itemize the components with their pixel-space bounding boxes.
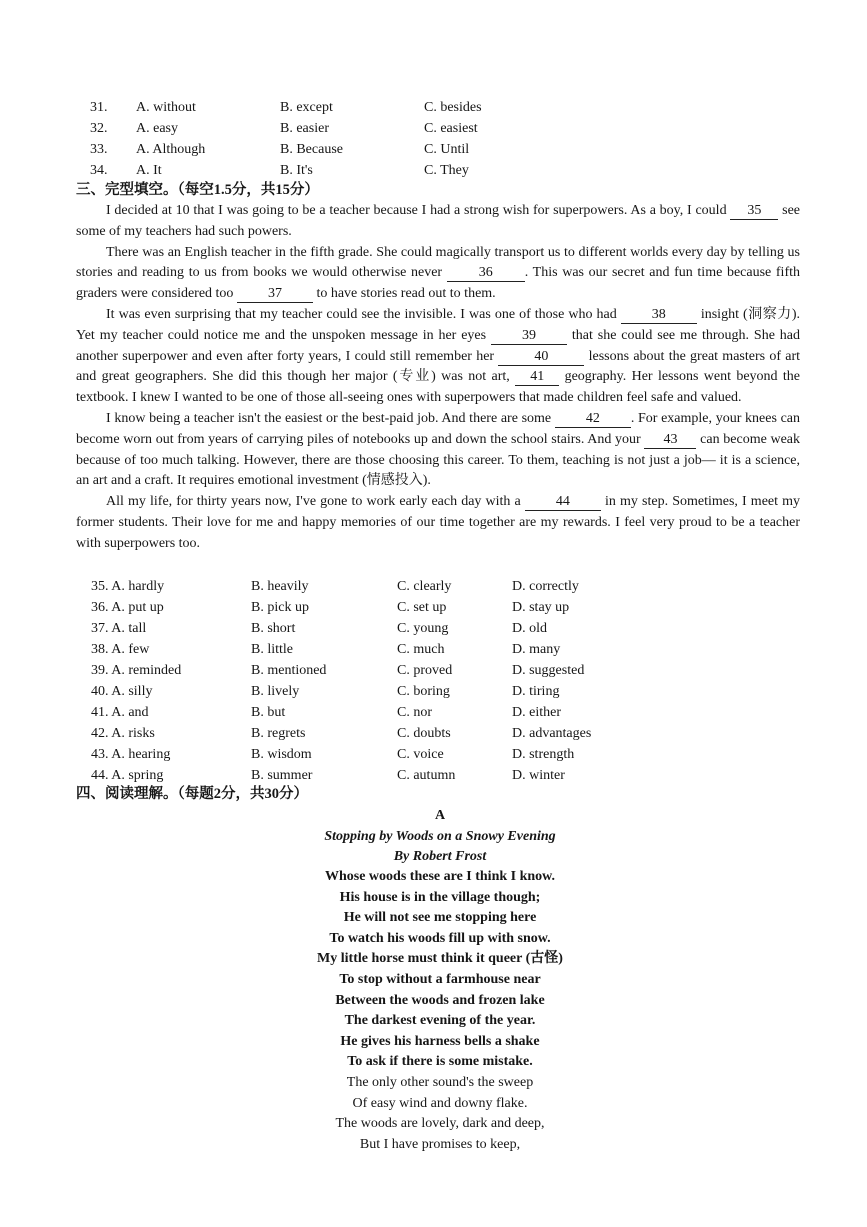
option-b: B. summer — [251, 768, 313, 783]
option-row-36 — [91, 597, 651, 618]
option-number: 32. — [90, 121, 108, 136]
option-a: 43. A. hearing — [91, 747, 171, 762]
poem-line: But I have promises to keep, — [359, 1136, 521, 1152]
poem-line: The darkest evening of the year. — [344, 1013, 536, 1029]
blank-44[interactable]: 44 — [525, 494, 601, 511]
poem-line: Of easy wind and downy flake. — [352, 1095, 528, 1111]
option-d: D. suggested — [512, 663, 585, 678]
option-row-37 — [91, 618, 651, 639]
option-c: C. boring — [397, 684, 450, 699]
poem-line: To stop without a farmhouse near — [339, 971, 541, 987]
option-b: B. mentioned — [251, 663, 327, 678]
poem-line: The only other sound's the sweep — [346, 1074, 534, 1090]
option-a: A. without — [136, 100, 196, 115]
blank-43[interactable]: 43 — [644, 432, 696, 449]
option-b: B. heavily — [251, 579, 309, 594]
option-c: C. nor — [397, 705, 432, 720]
option-a: 39. A. reminded — [91, 663, 182, 678]
option-d: D. advantages — [512, 726, 592, 741]
poem-line: Whose woods these are I think I know. — [324, 869, 555, 884]
option-row-32 — [90, 118, 590, 139]
paragraph-2: There was an English teacher in the fifth grade. She could magically transport us to different worlds every day by telling us stories and reading to us from books we would otherwise never 36 . This was our secret and fun time because fifth graders were considered too 37 to have stories read out to them. — [76, 244, 801, 302]
option-row-42 — [91, 723, 651, 744]
poem-line: To ask if there is some mistake. — [347, 1054, 533, 1070]
option-c: C. besides — [424, 100, 482, 115]
blank-35[interactable]: 35 — [730, 203, 778, 220]
blank-39[interactable]: 39 — [491, 328, 567, 345]
option-c: C. young — [397, 621, 449, 636]
option-a: 40. A. silly — [91, 684, 153, 699]
option-d: D. winter — [512, 768, 565, 783]
option-row-34 — [90, 160, 590, 181]
blank-37[interactable]: 37 — [237, 286, 313, 303]
blank-41[interactable]: 41 — [515, 369, 559, 386]
option-row-31 — [90, 97, 590, 118]
option-c: C. autumn — [397, 768, 456, 783]
blank-36[interactable]: 36 — [447, 265, 525, 282]
option-a: 44. A. spring — [91, 768, 164, 783]
section-3-heading: 三、完型填空。（每空1.5分，共15分） — [76, 182, 319, 198]
poem-author: By Robert Frost — [393, 849, 487, 864]
option-a: 41. A. and — [91, 705, 149, 720]
option-row-35 — [91, 576, 651, 597]
option-b: B. regrets — [251, 726, 306, 741]
option-a: A. It — [136, 163, 162, 178]
blank-42[interactable]: 42 — [555, 411, 631, 428]
section-4-heading: 四、阅读理解。（每题2分，共30分） — [76, 786, 308, 802]
cloze-passage — [76, 201, 800, 555]
option-c: C. voice — [397, 747, 444, 762]
paragraph-4: I know being a teacher isn't the easiest or the best-paid job. And there are some 42 . For example, your knees can become worn out from years of carrying piles of notebooks up and down the school stairs. And your 43 can become weak because of too much talking. However, there are those choosing this career. To them, teaching is not just a job— it is a science, an art and a craft. It requires emotional investment (情感投入). — [76, 410, 801, 489]
option-b: B. but — [251, 705, 286, 720]
option-number: 31. — [90, 100, 108, 115]
option-d: D. many — [512, 642, 561, 657]
passage-label: A — [434, 808, 446, 823]
option-c: C. easiest — [424, 121, 478, 136]
option-row-41 — [91, 702, 651, 723]
option-b: B. It's — [280, 163, 313, 178]
option-b: B. short — [251, 621, 296, 636]
paragraph-5: All my life, for thirty years now, I've gone to work early each day with a 44 in my step. Sometimes, I meet my former students. Their love for me and happy memories of our time together are my rewards. I feel very proud to be a teacher with superpowers too. — [76, 494, 801, 551]
option-row-39 — [91, 660, 651, 681]
poem-line: His house is in the village though; — [339, 889, 541, 905]
option-a: 38. A. few — [91, 642, 150, 657]
option-c: C. Until — [424, 142, 470, 157]
option-a: 37. A. tall — [91, 621, 147, 636]
option-a: 36. A. put up — [91, 600, 164, 615]
option-row-40 — [91, 681, 651, 702]
option-b: B. easier — [280, 121, 329, 136]
option-c: C. much — [397, 642, 445, 657]
paragraph-3: It was even surprising that my teacher could see the invisible. I was one of those who had 38 insight (洞察力). Yet my teacher could notice me and the unspoken message in her eyes 39 that she could see me through. She had another superpower and even after forty years, I could still remember her 40 lessons about the great masters of art and great geographers. She did this though her major (专业) was not art, 41 geography. Her lessons went beyond the textbook. I knew I wanted to be one of those all-seeing ones with superpowers that made children feel safe and valued. — [76, 306, 801, 406]
option-a: A. Although — [136, 142, 206, 157]
option-a: A. easy — [136, 121, 178, 136]
option-c: C. They — [424, 163, 469, 178]
option-row-44 — [91, 765, 651, 786]
poem-line: He will not see me stopping here — [343, 910, 537, 926]
poem-line: He gives his harness bells a shake — [340, 1033, 540, 1049]
option-number: 34. — [90, 163, 108, 178]
poem-line: The woods are lovely, dark and deep, — [335, 1116, 545, 1132]
option-b: B. pick up — [251, 600, 309, 615]
option-b: B. little — [251, 642, 293, 657]
option-row-43 — [91, 744, 651, 765]
option-row-38 — [91, 639, 651, 660]
option-a: 42. A. risks — [91, 726, 155, 741]
poem-line: To watch his woods fill up with snow. — [329, 930, 551, 946]
option-b: B. except — [280, 100, 333, 115]
paragraph-1: I decided at 10 that I was going to be a teacher because I had a strong wish for superpowers. As a boy, I could 35 see some of my teachers had such powers. — [76, 203, 801, 239]
blank-40[interactable]: 40 — [498, 349, 584, 366]
poem-title: Stopping by Woods on a Snowy Evening — [324, 829, 556, 844]
option-c: C. proved — [397, 663, 453, 678]
option-b: B. wisdom — [251, 747, 312, 762]
poem-block — [240, 805, 640, 1155]
poem-line: Between the woods and frozen lake — [335, 992, 545, 1008]
option-d: D. old — [512, 621, 547, 636]
poem-line: My little horse must think it queer (古怪) — [317, 951, 563, 967]
option-d: D. tiring — [512, 684, 560, 699]
option-b: B. lively — [251, 684, 300, 699]
option-a: 35. A. hardly — [91, 579, 165, 594]
option-c: C. doubts — [397, 726, 451, 741]
option-c: C. set up — [397, 600, 447, 615]
blank-38[interactable]: 38 — [621, 307, 697, 324]
option-row-33 — [90, 139, 590, 160]
option-d: D. either — [512, 705, 561, 720]
option-number: 33. — [90, 142, 108, 157]
option-d: D. stay up — [512, 600, 570, 615]
option-b: B. Because — [280, 142, 343, 157]
option-d: D. correctly — [512, 579, 579, 594]
option-c: C. clearly — [397, 579, 452, 594]
option-d: D. strength — [512, 747, 575, 762]
